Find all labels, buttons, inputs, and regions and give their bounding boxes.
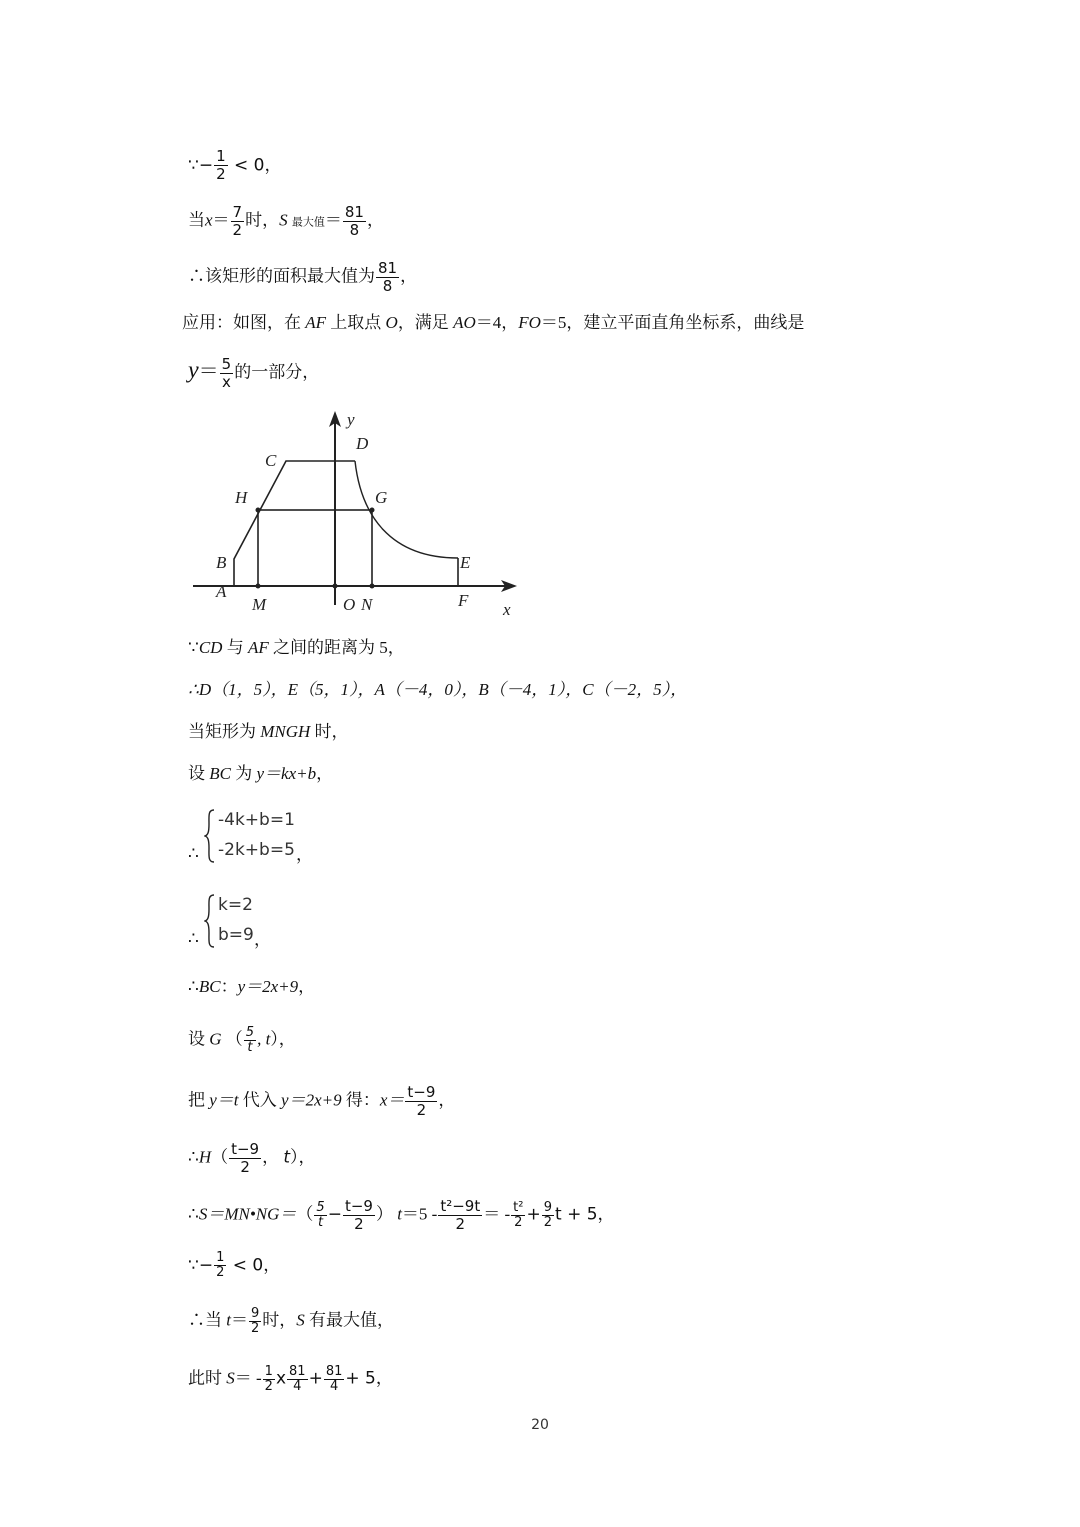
point-O (333, 584, 338, 589)
equation: y＝t (209, 1090, 239, 1110)
line-8 (188, 721, 349, 743)
coordinate-figure (185, 405, 530, 620)
var: y (188, 357, 199, 384)
text: 设 (188, 764, 205, 783)
line-13 (188, 1141, 316, 1176)
text: 此时 (188, 1368, 222, 1388)
var: AF (247, 638, 269, 657)
var: t (283, 1147, 291, 1168)
text: 时， (262, 1310, 297, 1330)
text: ）， (290, 1147, 316, 1167)
point-G (370, 508, 375, 513)
fraction: $\frac{9}{2}$ (250, 1306, 260, 1336)
text: ， (438, 1090, 456, 1110)
var: t (226, 1310, 231, 1330)
fraction: $\frac{t-9}{2}$ (344, 1197, 373, 1233)
equation-system-1 (188, 808, 328, 868)
label-O: O (343, 595, 356, 614)
text: ： (220, 977, 238, 996)
text: ＝ (230, 1310, 248, 1330)
line-12 (188, 1084, 455, 1119)
line-15 (188, 1251, 280, 1280)
equation: y＝2x+9 (237, 977, 299, 996)
text: ∵ (188, 638, 199, 657)
label-x: x (503, 600, 511, 619)
label-H: H (235, 488, 248, 507)
var: AO (453, 313, 476, 332)
fraction: $\frac{t-9}{2}$ (231, 1140, 260, 1176)
fraction: $\frac{5}{t}$ (245, 1025, 255, 1055)
var: t (397, 1204, 402, 1224)
equation-system-2 (188, 893, 308, 953)
var: MNGH (260, 722, 311, 741)
therefore-symbol: ∴ (188, 844, 199, 863)
point-M (256, 584, 261, 589)
text: 之间的距离为 5， (272, 638, 405, 657)
label-D: D (356, 434, 369, 453)
fraction: $\frac{1}{2}$ (216, 147, 226, 183)
shape-outline-left (234, 461, 355, 586)
text: 与 (226, 638, 244, 657)
text: 时， (245, 210, 280, 230)
text: ∴当 (188, 1310, 222, 1330)
text: 的一部分， (234, 362, 320, 382)
text: ∴ (188, 1204, 199, 1224)
line-7 (188, 679, 687, 701)
rectangle-MNGH (258, 510, 372, 586)
text: ＝ (324, 210, 342, 230)
left-brace-icon (204, 808, 216, 864)
var: S (226, 1368, 235, 1388)
page-number: 20 (531, 1417, 549, 1433)
var: H (198, 1147, 212, 1167)
text: + (526, 1204, 541, 1225)
text: ， (254, 930, 271, 949)
line-14 (188, 1198, 615, 1233)
text: 得： (345, 1090, 380, 1110)
text: ，满足 (397, 313, 449, 332)
fraction: $\frac{1}{2}$ (216, 1250, 225, 1280)
text: , t (257, 1029, 271, 1049)
var: AF (305, 313, 327, 332)
label-B: B (216, 553, 227, 572)
fraction: $\frac{1}{2}$ (264, 1364, 273, 1394)
therefore-symbol: ∴ (188, 929, 199, 948)
text: ＝ - (483, 1204, 511, 1224)
text: ∴D（1，5），E（5，1），A（－4，0），B（－4，1），C（－2，5）， (188, 680, 688, 699)
equation-row: b=9 (218, 925, 254, 945)
line-5 (188, 356, 319, 391)
var: FO (518, 313, 541, 332)
label-M: M (252, 595, 267, 614)
text: ） (375, 1204, 393, 1224)
text: （ (225, 1029, 243, 1049)
var: BC (198, 977, 221, 996)
text: < 0， (234, 155, 282, 176)
text: 上取点 (330, 313, 382, 332)
var: BC (209, 764, 231, 783)
line-3 (188, 260, 417, 295)
label-y: y (347, 410, 355, 429)
text: （ (211, 1147, 229, 1167)
line-16 (188, 1307, 394, 1336)
text: t + 5， (555, 1204, 615, 1225)
text: ＝ - (234, 1368, 262, 1388)
fraction: $\frac{\text{t²−9t}}{2}$ (440, 1197, 481, 1233)
line-9 (188, 763, 333, 785)
text: 有最大值， (309, 1310, 395, 1330)
text: − (327, 1204, 342, 1225)
text: 为 (235, 764, 253, 783)
text: 设 (188, 1029, 205, 1049)
text: ＝5 - (401, 1204, 438, 1224)
text: ， (316, 764, 334, 783)
label-N: N (361, 595, 373, 614)
text: 代入 (242, 1090, 277, 1110)
text: ， (400, 266, 418, 286)
left-brace-icon (204, 893, 216, 949)
label-G: G (375, 488, 388, 507)
line-17 (188, 1365, 393, 1394)
label-F: F (458, 591, 469, 610)
fraction: $\frac{5}{t}$ (316, 1200, 325, 1230)
fraction: $\frac{\text{t²}}{2}$ (513, 1200, 524, 1230)
var: CD (198, 638, 223, 657)
fraction: $\frac{81}{8}$ (378, 259, 398, 295)
text: 把 (188, 1090, 205, 1110)
equation: S＝MN•NG＝ (198, 1204, 297, 1224)
line-11 (188, 1026, 296, 1055)
equation-row: -2k+b=5 (218, 840, 295, 860)
text: ＝5，建立平面直角坐标系，曲线是 (540, 313, 805, 332)
fraction: $\frac{81}{4}$ (325, 1364, 343, 1394)
equation-row: k=2 (218, 895, 253, 915)
equation: y＝kx+b (256, 764, 317, 783)
text: < 0， (232, 1255, 281, 1276)
subscript: 最大值 (291, 216, 325, 229)
label-A: A (216, 582, 227, 601)
text: + 5， (345, 1368, 393, 1389)
fraction: $\frac{9}{2}$ (543, 1200, 552, 1230)
label-E: E (460, 553, 471, 572)
text: ∴ (188, 1147, 199, 1167)
text: ∵− (188, 1255, 214, 1276)
equation: y＝2x+9 (281, 1090, 342, 1110)
text: ＝ (198, 360, 219, 383)
fraction: $\frac{81}{4}$ (289, 1364, 306, 1394)
fraction: $\frac{t-9}{2}$ (407, 1083, 436, 1119)
text: ， (298, 977, 316, 996)
fraction: $\frac{7}{2}$ (232, 203, 243, 239)
line-1 (188, 148, 281, 183)
text: ， (262, 1147, 280, 1167)
text: ∴ (188, 977, 199, 996)
label-C: C (265, 451, 277, 470)
text: ∴该矩形的面积最大值为 (188, 266, 375, 286)
equation: x＝ (379, 1090, 405, 1110)
equation-row: -4k+b=1 (218, 810, 295, 830)
text: x (275, 1368, 287, 1389)
point-N (370, 584, 375, 589)
var: G (209, 1029, 222, 1049)
text: （ (296, 1204, 314, 1224)
text: ）， (270, 1029, 296, 1049)
line-6 (188, 637, 405, 659)
text: + (308, 1368, 323, 1389)
fraction: $\frac{5}{x}$ (221, 355, 232, 391)
text: 应用：如图，在 (182, 313, 301, 332)
line-2 (188, 204, 384, 239)
line-4 (182, 312, 804, 334)
var: x (205, 210, 213, 230)
var: S (279, 210, 288, 230)
var: S (296, 1310, 305, 1330)
text: ＝ (212, 210, 230, 230)
var: O (385, 313, 398, 332)
point-H (256, 508, 261, 513)
text: 当 (188, 210, 205, 230)
text: ＝4， (475, 313, 519, 332)
text: ， (296, 845, 313, 864)
line-10 (188, 976, 315, 998)
text: 时， (314, 722, 349, 741)
text: ∵− (188, 155, 214, 176)
fraction: $\frac{81}{8}$ (344, 203, 364, 239)
text: 当矩形为 (188, 722, 256, 741)
text: ， (366, 210, 384, 230)
